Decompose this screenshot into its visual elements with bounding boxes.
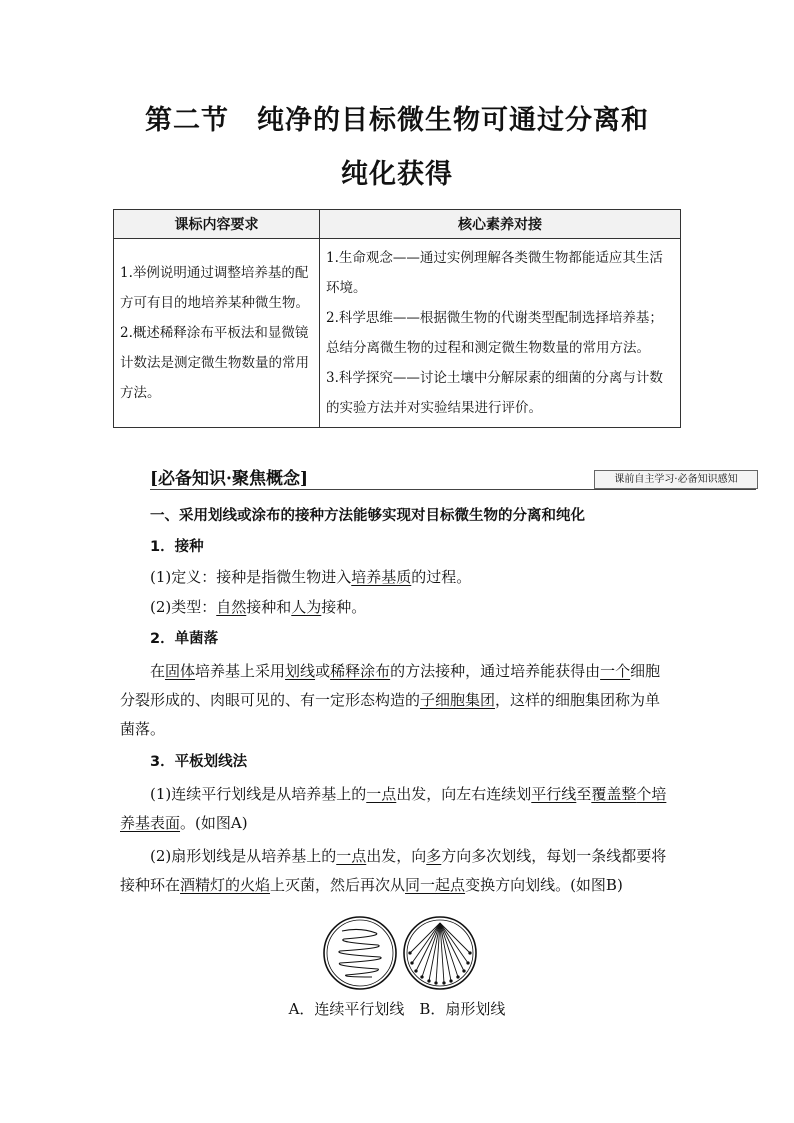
requirement-item: 1.举例说明通过调整培养基的配方可有目的地培养某种微生物。 bbox=[120, 265, 309, 311]
streak-figures bbox=[320, 913, 480, 993]
figure-caption: A．连续平行划线 B．扇形划线 bbox=[288, 1000, 506, 1018]
curriculum-table bbox=[113, 209, 681, 428]
section-divider bbox=[150, 489, 756, 490]
requirement-item: 2.概述稀释涂布平板法和显微镜计数法是测定微生物数量的常用方法。 bbox=[120, 325, 309, 401]
table-header-left: 课标内容要求 bbox=[114, 210, 320, 239]
table-header-right: 核心素养对接 bbox=[320, 210, 681, 239]
section-tag: 课前自主学习·必备知识感知 bbox=[594, 470, 758, 489]
paragraph-fan-streak: (2)扇形划线是从培养基上的一点出发，向多方向多次划线，每划一条线都要将接种环在酒精灯的火焰上灭菌，然后再次从同一起点变换方向划线。(如图B) bbox=[120, 847, 667, 894]
figure-b-fan-streak bbox=[404, 917, 476, 989]
subsection-title-inoculation: 1．接种 bbox=[150, 539, 204, 555]
competency-item: 3.科学探究——讨论土壤中分解尿素的细菌的分离与计数的实验方法并对实验结果进行评价。 bbox=[326, 370, 663, 416]
table-cell-competencies bbox=[320, 239, 681, 428]
competency-item: 1.生命观念——通过实例理解各类微生物都能适应其生活环境。 bbox=[326, 250, 663, 296]
paragraph-colony: 在固体培养基上采用划线或稀释涂布的方法接种，通过培养能获得由一个细胞分裂形成的、肉眼可见的、有一定形态构造的子细胞集团，这样的细胞集团称为单菌落。 bbox=[120, 662, 661, 738]
paragraph-parallel-streak: (1)连续平行划线是从培养基上的一点出发，向左右连续划平行线至覆盖整个培养基表面。(如图A) bbox=[120, 785, 667, 832]
paragraph-definition: (1)定义：接种是指微生物进入培养基质的过程。 bbox=[150, 568, 472, 586]
page-title-line-2: 纯化获得 bbox=[341, 159, 453, 190]
subsection-title-colony: 2．单菌落 bbox=[150, 631, 219, 647]
competency-item: 2.科学思维——根据微生物的代谢类型配制选择培养基；总结分离微生物的过程和测定微生物数量的常用方法。 bbox=[326, 310, 663, 356]
subsection-title-streak: 3．平板划线法 bbox=[150, 754, 248, 770]
figure-a-parallel-streak bbox=[324, 917, 396, 989]
table-cell-requirements bbox=[114, 239, 320, 428]
section-heading: [必备知识·聚焦概念] bbox=[150, 469, 309, 489]
page-title-line-1: 第二节 纯净的目标微生物可通过分离和 bbox=[145, 105, 649, 136]
heading-1: 一、采用划线或涂布的接种方法能够实现对目标微生物的分离和纯化 bbox=[150, 508, 585, 524]
paragraph-types: (2)类型：自然接种和人为接种。 bbox=[150, 598, 367, 616]
